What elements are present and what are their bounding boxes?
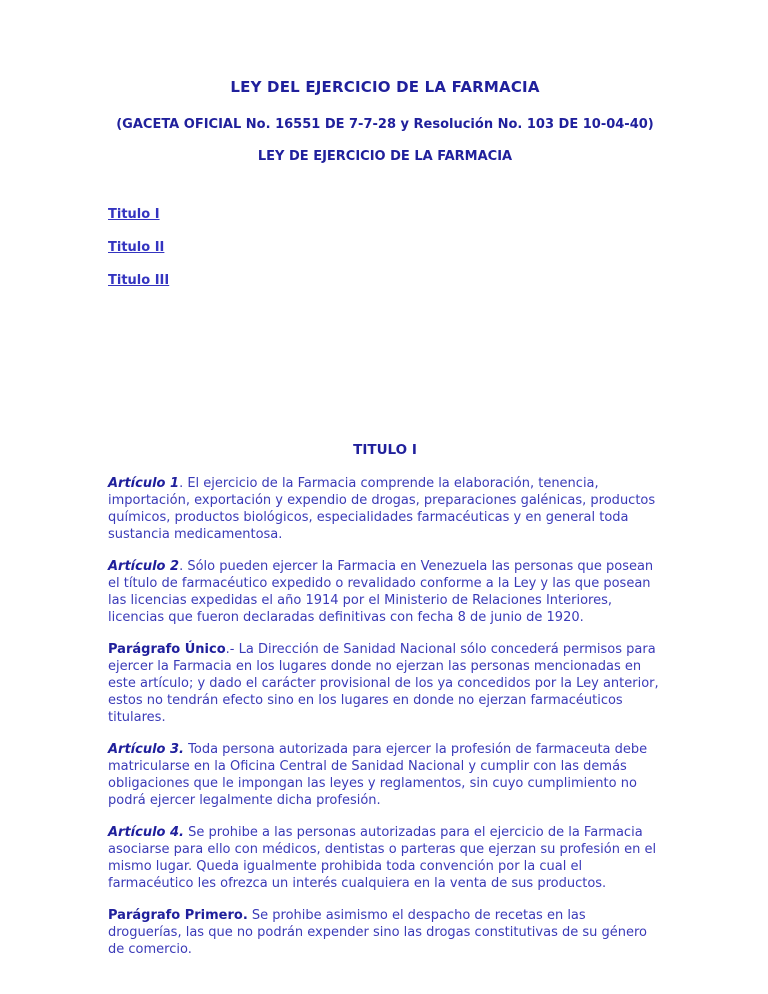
paragrafo-primero-text: Se prohibe asimismo el despacho de recetas en las droguerías, las que no podrán expender sino las drogas constitutivas de su género de comercio. — [108, 908, 648, 957]
document-subheading: LEY DE EJERCICIO DE LA FARMACIA — [257, 149, 513, 164]
paragraph-articulo-4 — [108, 824, 662, 892]
articulo-1-label: Artículo 1 — [108, 476, 180, 491]
articulo-4-text: Se prohibe a las personas autorizadas para el ejercicio de la Farmacia asociarse para ello con médicos, dentistas o parteras que ejerzan su profesión en el mismo lugar. Queda igualmente prohibida toda convención por la cual el farmacéutico les ofrezca un interés cualquiera en la venta de sus productos. — [108, 825, 657, 891]
toc-link-titulo-ii[interactable]: Titulo II — [108, 240, 165, 255]
articulo-3-label: Artículo 3. — [108, 742, 185, 757]
articulo-3-text: Toda persona autorizada para ejercer la profesión de farmaceuta debe matricularse en la Oficina Central de Sanidad Nacional y cumplir con las demás obligaciones que le impongan las leyes y reglamentos, sin cuyo cumplimiento no podrá ejercer legalmente dicha profesión. — [108, 742, 648, 808]
articulo-4-label: Artículo 4. — [108, 825, 185, 840]
section-heading-titulo-i: TITULO I — [353, 442, 417, 458]
paragraph-paragrafo-primero — [108, 907, 662, 958]
articulo-1-text: . El ejercicio de la Farmacia comprende la elaboración, tenencia, importación, exportación y expendio de drogas, preparaciones galénicas, productos químicos, productos biológicos, especialidades farmacéuticas y en general toda sustancia medicamentosa. — [108, 476, 656, 542]
articulo-2-text: . Sólo pueden ejercer la Farmacia en Venezuela las personas que posean el título de farmacéutico expedido o revalidado conforme a la Ley y las que posean las licencias expedidas el año 1914 por el Ministerio de Relaciones Interiores, licencias que fueron declaradas definitivas con fecha 8 de junio de 1920. — [108, 559, 654, 625]
table-of-contents — [108, 206, 662, 290]
paragraph-articulo-2 — [108, 558, 662, 626]
document-title: LEY DEL EJERCICIO DE LA FARMACIA — [230, 78, 540, 96]
paragrafo-primero-label: Parágrafo Primero. — [108, 908, 248, 923]
paragraph-paragrafo-unico — [108, 641, 662, 726]
document-subtitle: (GACETA OFICIAL No. 16551 DE 7-7-28 y Resolución No. 103 DE 10-04-40) — [116, 117, 654, 132]
toc-link-titulo-iii[interactable]: Titulo III — [108, 273, 170, 288]
paragraph-articulo-3 — [108, 741, 662, 809]
articulo-2-label: Artículo 2 — [108, 559, 180, 574]
paragrafo-unico-text: .- La Dirección de Sanidad Nacional sólo concederá permisos para ejercer la Farmacia en los lugares donde no ejerzan las personas mencionadas en este artículo; y dado el carácter provisional de los ya concedidos por la Ley anterior, estos no tendrán efecto sino en los lugares en donde no ejerzan farmacéuticos titulares. — [108, 642, 659, 725]
paragraph-articulo-1 — [108, 475, 662, 543]
paragrafo-unico-label: Parágrafo Único — [108, 642, 226, 657]
toc-link-titulo-i[interactable]: Titulo I — [108, 207, 160, 222]
